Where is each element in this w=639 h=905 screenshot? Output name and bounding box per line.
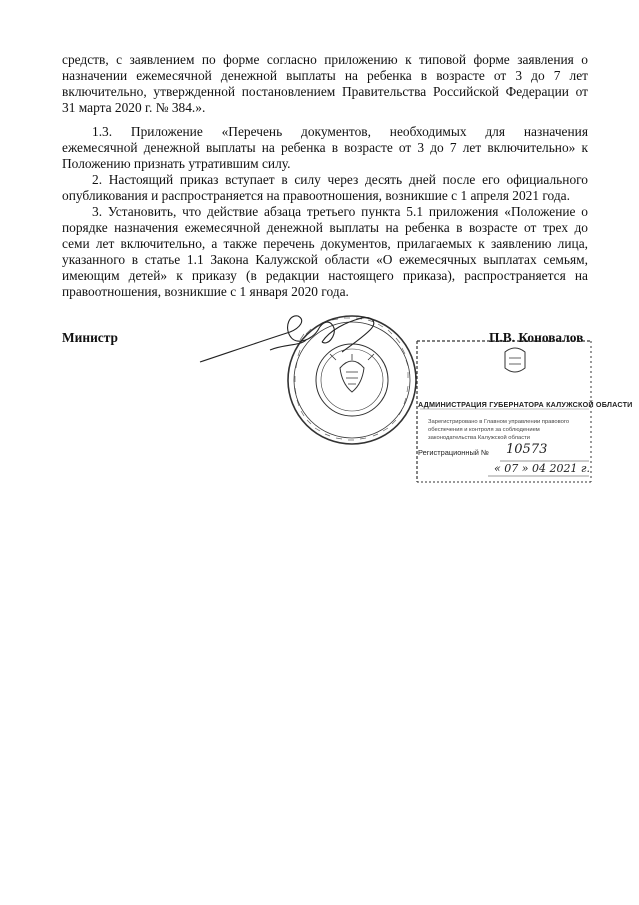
handwritten-signature-icon	[200, 316, 374, 362]
text-line: средств, с заявлением по форме согласно приложению к типовой форме заявления о	[62, 52, 588, 67]
registration-stamp	[414, 338, 633, 484]
text-line: 2. Настоящий приказ вступает в силу через десять дней после его официального	[92, 172, 588, 187]
text-line: семи лет включительно, а также перечень документов, прилагаемых к заявлению лица,	[62, 236, 588, 251]
text-line: назначении ежемесячной денежной выплаты на ребенка в возрасте от 3 до 7 лет	[62, 68, 588, 83]
text-line: включительно, утвержденной постановлением Правительства Российской Федерации от	[62, 84, 588, 99]
text-line: 3. Установить, что действие абзаца третьего пункта 5.1 приложения «Положение о	[92, 204, 588, 219]
official-seal-icon	[288, 316, 416, 444]
signer-name: П.В. Коновалов	[489, 330, 584, 345]
registration-number-label: Регистрационный №	[418, 448, 489, 457]
text-line: 1.3. Приложение «Перечень документов, необходимых для назначения	[92, 124, 588, 139]
registration-date: « 07 » 04 2021 г.	[494, 462, 590, 475]
registration-number: 10573	[506, 442, 548, 457]
text-line: правоотношения, возникшие с 1 января 2020 года.	[62, 284, 349, 299]
text-line: имеющим детей» к приказу (в редакции настоящего приказа), распространяется на	[62, 268, 588, 283]
text-line: Положению признать утратившим силу.	[62, 156, 291, 171]
text-line: указанного в статье 1.1 Закона Калужской области «О ежемесячных выплатах семьям,	[62, 252, 588, 267]
minister-label: Министр	[62, 330, 118, 345]
text-line: 31 марта 2020 г. № 384.».	[62, 100, 206, 115]
text-line: ежемесячной денежной выплаты на ребенка в возрасте от 3 до 7 лет включительно» к	[62, 140, 588, 155]
text-line: порядке назначения ежемесячной денежной выплаты на ребенка в возрасте от трех до	[62, 220, 588, 235]
registration-stamp-subtitle: Зарегистрировано в Главном управлении правового обеспечения и контроля за соблюдением законодательства Калужской области	[428, 419, 570, 441]
text-line: опубликования и распространяется на правоотношения, возникшие с 1 апреля 2021 года.	[62, 188, 570, 203]
registration-stamp-title: АДМИНИСТРАЦИЯ ГУБЕРНАТОРА КАЛУЖСКОЙ ОБЛАСТИ	[418, 400, 633, 409]
